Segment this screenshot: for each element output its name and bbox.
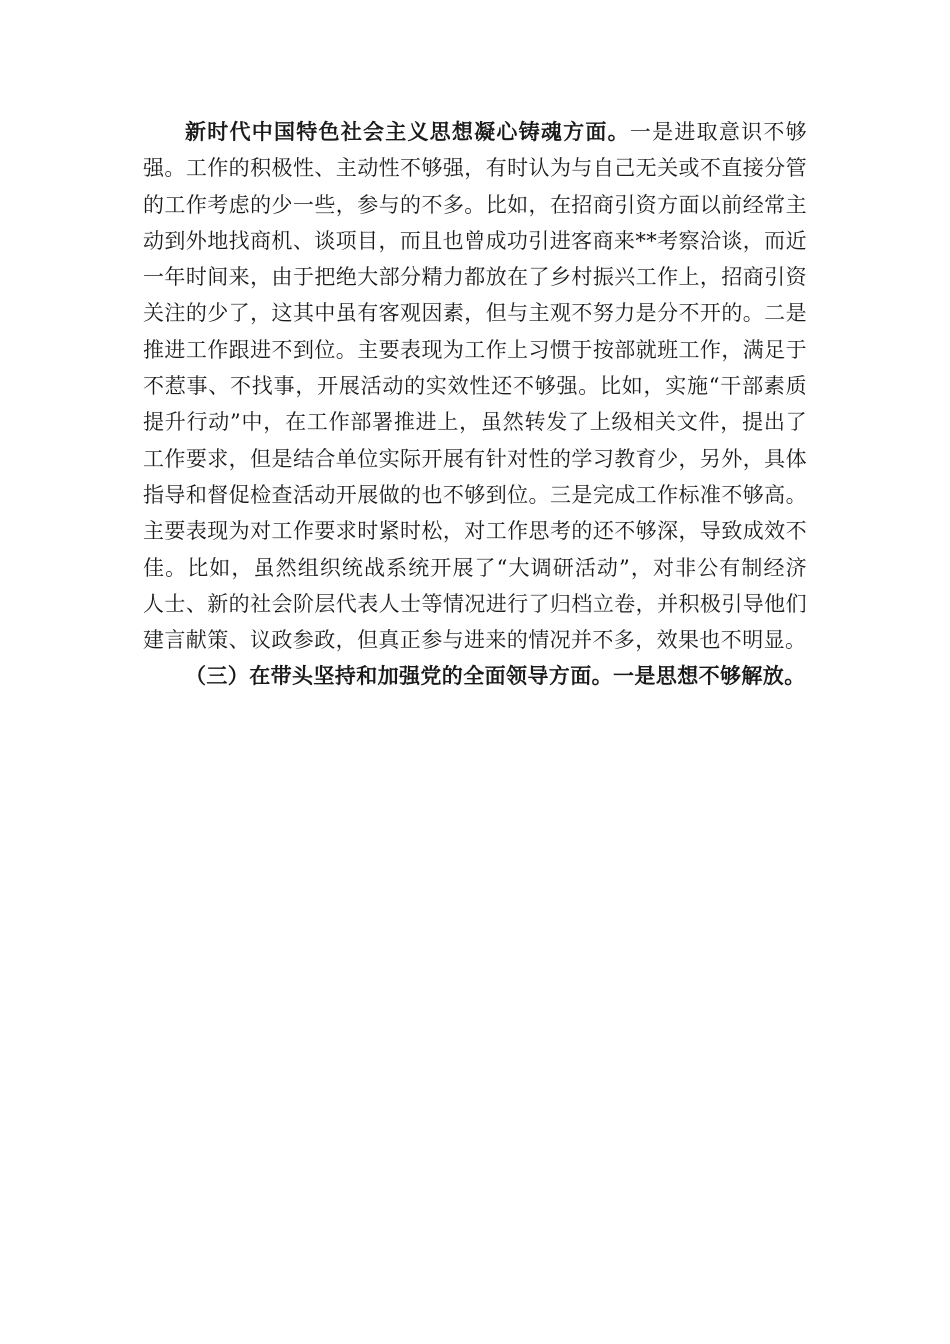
paragraph-heading: 新时代中国特色社会主义思想凝心铸魂方面。 — [185, 120, 630, 144]
paragraph-text: 一是进取意识不够强。工作的积极性、主动性不够强，有时认为与自己无关或不直接分管的工作考虑的少一些，参与的不多。比如，在招商引资方面以前经常主动到外地找商机、谈项目，而且也曾成功引进客商来**考察洽谈，而近一年时间来，由于把绝大部分精力都放在了乡村振兴工作上，招商引资关注的少了，这其中虽有客观因素，但与主观不努力是分不开的。二是推进工作跟进不到位。主要表现为工作上习惯于按部就班工作，满足于不惹事、不找事，开展活动的实效性还不够强。比如，实施“干部素质提升行动”中，在工作部署推进上，虽然转发了上级相关文件，提出了工作要求，但是结合单位实际开展有针对性的学习教育少，另外，具体指导和督促检查活动开展做的也不够到位。三是完成工作标准不够高。主要表现为对工作要求时紧时松，对工作思考的还不够深，导致成效不佳。比如，虽然组织统战系统开展了“大调研活动”，对非公有制经济人士、新的社会阶层代表人士等情况进行了归档立卷，并积极引导他们建言献策、议政参政，但真正参与进来的情况并不多，效果也不明显。 — [143, 120, 808, 653]
paragraph-section-2 — [143, 114, 807, 658]
section-heading-3: （三）在带头坚持和加强党的全面领导方面。一是思想不够解放。 — [185, 664, 806, 689]
document-body — [143, 114, 807, 695]
